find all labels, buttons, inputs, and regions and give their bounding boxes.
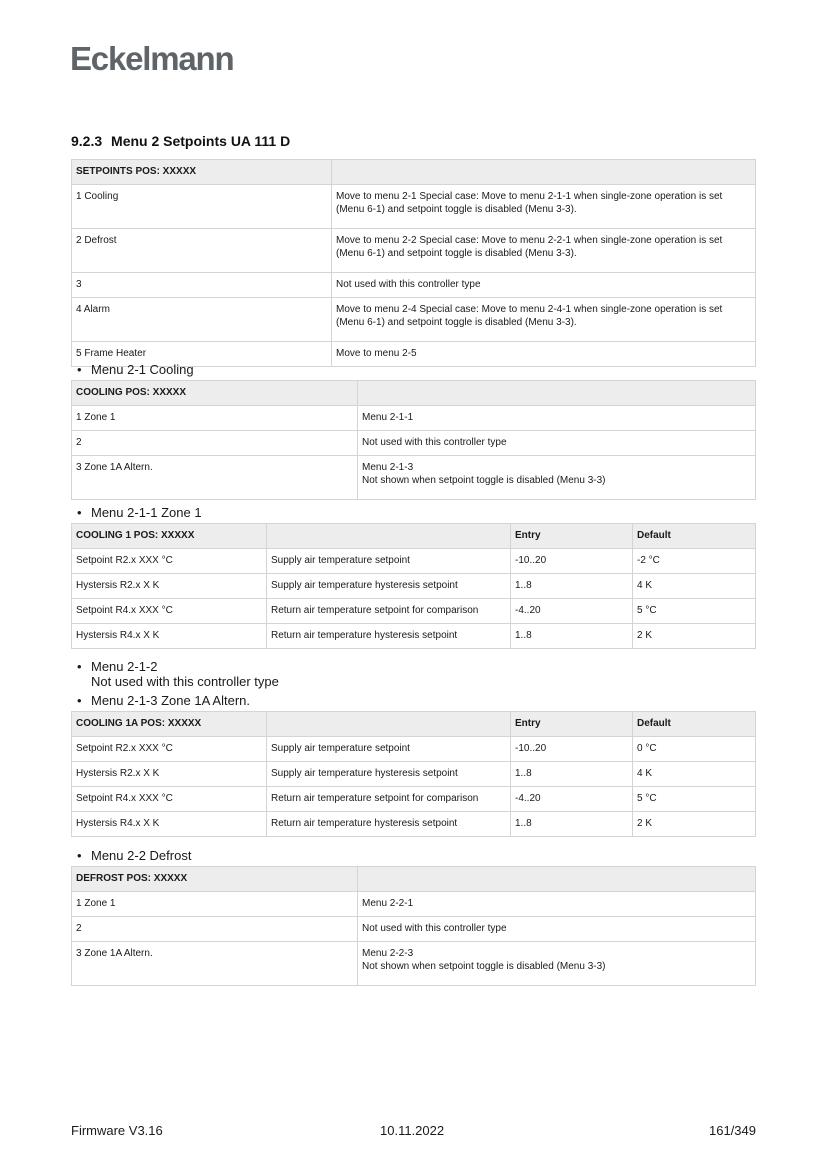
bullet-item bbox=[77, 848, 191, 863]
table-cell: 1..8 bbox=[511, 812, 633, 837]
table-row bbox=[72, 406, 756, 431]
table-cell: 3 Zone 1A Altern. bbox=[72, 942, 358, 986]
bullet-subtext: Not used with this controller type bbox=[91, 674, 279, 689]
table-header-cell: Entry bbox=[511, 524, 633, 549]
table-header-cell: DEFROST POS: XXXXX bbox=[72, 867, 358, 892]
table-cell: 1 Zone 1 bbox=[72, 892, 358, 917]
bullet-dot: • bbox=[77, 693, 82, 708]
bullet-dot: • bbox=[77, 659, 82, 674]
bullet-text: Menu 2-1-3 Zone 1A Altern. bbox=[91, 693, 250, 708]
table-cell: Supply air temperature setpoint bbox=[267, 549, 511, 574]
table-header-cell bbox=[267, 524, 511, 549]
table-cell: Return air temperature setpoint for comparison bbox=[267, 599, 511, 624]
section-number: 9.2.3 bbox=[71, 133, 103, 149]
bullet-item bbox=[77, 505, 202, 520]
table-cell: 4 Alarm bbox=[72, 298, 332, 342]
bullet-dot: • bbox=[77, 848, 82, 863]
table-cell: 4 K bbox=[633, 762, 756, 787]
table-cell: -2 °C bbox=[633, 549, 756, 574]
table-cell: Move to menu 2-4 Special case: Move to menu 2-4-1 when single-zone operation is set (Menu 6-1) and setpoint toggle is disabled (Menu 3-3). bbox=[332, 298, 756, 342]
table-header-row bbox=[72, 160, 756, 185]
table-cell: 1 Zone 1 bbox=[72, 406, 358, 431]
table-cell: 2 Defrost bbox=[72, 229, 332, 273]
cell-line: Not shown when setpoint toggle is disabled (Menu 3-3) bbox=[362, 474, 606, 486]
bullet-text: Menu 2-2 Defrost bbox=[91, 848, 192, 863]
table-cell: 1..8 bbox=[511, 762, 633, 787]
table-cell: 3 bbox=[72, 273, 332, 298]
footer-page-number: 161/349 bbox=[709, 1123, 756, 1138]
table-row bbox=[72, 185, 756, 229]
cooling1a-table bbox=[71, 711, 756, 837]
table-header-cell bbox=[358, 867, 756, 892]
table-row bbox=[72, 273, 756, 298]
bullet-dot: • bbox=[77, 505, 82, 520]
table-cell: 5 °C bbox=[633, 787, 756, 812]
table-cell bbox=[358, 942, 756, 986]
table-cell: Return air temperature setpoint for comparison bbox=[267, 787, 511, 812]
table-cell: 0 °C bbox=[633, 737, 756, 762]
table-cell: Hystersis R2.x X K bbox=[72, 762, 267, 787]
table-cell: Move to menu 2-1 Special case: Move to menu 2-1-1 when single-zone operation is set (Menu 6-1) and setpoint toggle is disabled (Menu 3-3). bbox=[332, 185, 756, 229]
table-row bbox=[72, 917, 756, 942]
table-row bbox=[72, 229, 756, 273]
table-row bbox=[72, 298, 756, 342]
table-cell: Move to menu 2-5 bbox=[332, 342, 756, 367]
table-row bbox=[72, 787, 756, 812]
table-header-cell bbox=[358, 381, 756, 406]
eckelmann-logo: Eckelmann bbox=[70, 40, 234, 77]
cell-line: Menu 2-2-3 bbox=[362, 948, 414, 959]
table-header-cell: COOLING POS: XXXXX bbox=[72, 381, 358, 406]
bullet-item bbox=[77, 693, 250, 708]
table-row bbox=[72, 624, 756, 649]
table-header-row bbox=[72, 867, 756, 892]
bullet-dot: • bbox=[77, 362, 82, 377]
table-cell: Hystersis R4.x X K bbox=[72, 624, 267, 649]
table-cell: Not used with this controller type bbox=[332, 273, 756, 298]
table-header-cell: SETPOINTS POS: XXXXX bbox=[72, 160, 332, 185]
cell-line: Not shown when setpoint toggle is disabled (Menu 3-3) bbox=[362, 960, 606, 972]
table-row bbox=[72, 599, 756, 624]
table-cell: Not used with this controller type bbox=[358, 917, 756, 942]
table-cell: Supply air temperature hysteresis setpoint bbox=[267, 574, 511, 599]
table-cell: Setpoint R4.x XXX °C bbox=[72, 599, 267, 624]
table-cell bbox=[358, 456, 756, 500]
table-row bbox=[72, 737, 756, 762]
table-cell: 5 °C bbox=[633, 599, 756, 624]
table-cell: Setpoint R2.x XXX °C bbox=[72, 737, 267, 762]
table-row bbox=[72, 574, 756, 599]
bullet-text: Menu 2-1-2 bbox=[91, 659, 158, 674]
table-row bbox=[72, 549, 756, 574]
table-cell: Setpoint R4.x XXX °C bbox=[72, 787, 267, 812]
bullet-item bbox=[77, 659, 279, 689]
table-header-row bbox=[72, 524, 756, 549]
bullet-text: Menu 2-1 Cooling bbox=[91, 362, 194, 377]
table-row bbox=[72, 892, 756, 917]
section-title: Menu 2 Setpoints UA 111 D bbox=[111, 133, 291, 149]
table-cell: 5 Frame Heater bbox=[72, 342, 332, 367]
table-header-cell: COOLING 1A POS: XXXXX bbox=[72, 712, 267, 737]
table-cell: 2 bbox=[72, 917, 358, 942]
table-cell: 2 K bbox=[633, 812, 756, 837]
table-cell: Return air temperature hysteresis setpoint bbox=[267, 812, 511, 837]
section-heading bbox=[71, 133, 290, 149]
table-cell: Return air temperature hysteresis setpoint bbox=[267, 624, 511, 649]
table-cell: -10..20 bbox=[511, 737, 633, 762]
bullet-item bbox=[77, 362, 194, 377]
table-header-row bbox=[72, 381, 756, 406]
table-row bbox=[72, 942, 756, 986]
table-cell: 1..8 bbox=[511, 574, 633, 599]
table-row bbox=[72, 812, 756, 837]
table-cell: -4..20 bbox=[511, 787, 633, 812]
table-cell: Setpoint R2.x XXX °C bbox=[72, 549, 267, 574]
table-cell: Supply air temperature setpoint bbox=[267, 737, 511, 762]
table-header-row bbox=[72, 712, 756, 737]
bullet-text: Menu 2-1-1 Zone 1 bbox=[91, 505, 202, 520]
table-header-cell: Default bbox=[633, 524, 756, 549]
cooling-table bbox=[71, 380, 756, 500]
table-header-cell bbox=[332, 160, 756, 185]
footer-firmware: Firmware V3.16 bbox=[71, 1123, 163, 1138]
cooling1-table bbox=[71, 523, 756, 649]
table-header-cell: COOLING 1 POS: XXXXX bbox=[72, 524, 267, 549]
table-row bbox=[72, 456, 756, 500]
footer-date: 10.11.2022 bbox=[380, 1123, 445, 1138]
table-cell: -4..20 bbox=[511, 599, 633, 624]
cell-line: Menu 2-1-3 bbox=[362, 462, 414, 473]
table-cell: Not used with this controller type bbox=[358, 431, 756, 456]
table-cell: Hystersis R4.x X K bbox=[72, 812, 267, 837]
table-row bbox=[72, 431, 756, 456]
table-cell: 3 Zone 1A Altern. bbox=[72, 456, 358, 500]
table-cell: 2 K bbox=[633, 624, 756, 649]
table-cell: Move to menu 2-2 Special case: Move to menu 2-2-1 when single-zone operation is set (Menu 6-1) and setpoint toggle is disabled (Menu 3-3). bbox=[332, 229, 756, 273]
table-cell: 1 Cooling bbox=[72, 185, 332, 229]
defrost-table bbox=[71, 866, 756, 986]
table-header-cell: Entry bbox=[511, 712, 633, 737]
table-cell: Supply air temperature hysteresis setpoint bbox=[267, 762, 511, 787]
setpoints-table bbox=[71, 159, 756, 367]
table-cell: 2 bbox=[72, 431, 358, 456]
table-row bbox=[72, 762, 756, 787]
table-cell: -10..20 bbox=[511, 549, 633, 574]
table-cell: 1..8 bbox=[511, 624, 633, 649]
table-cell: Hystersis R2.x X K bbox=[72, 574, 267, 599]
table-header-cell: Default bbox=[633, 712, 756, 737]
table-header-cell bbox=[267, 712, 511, 737]
table-cell: Menu 2-1-1 bbox=[358, 406, 756, 431]
table-cell: 4 K bbox=[633, 574, 756, 599]
table-cell: Menu 2-2-1 bbox=[358, 892, 756, 917]
